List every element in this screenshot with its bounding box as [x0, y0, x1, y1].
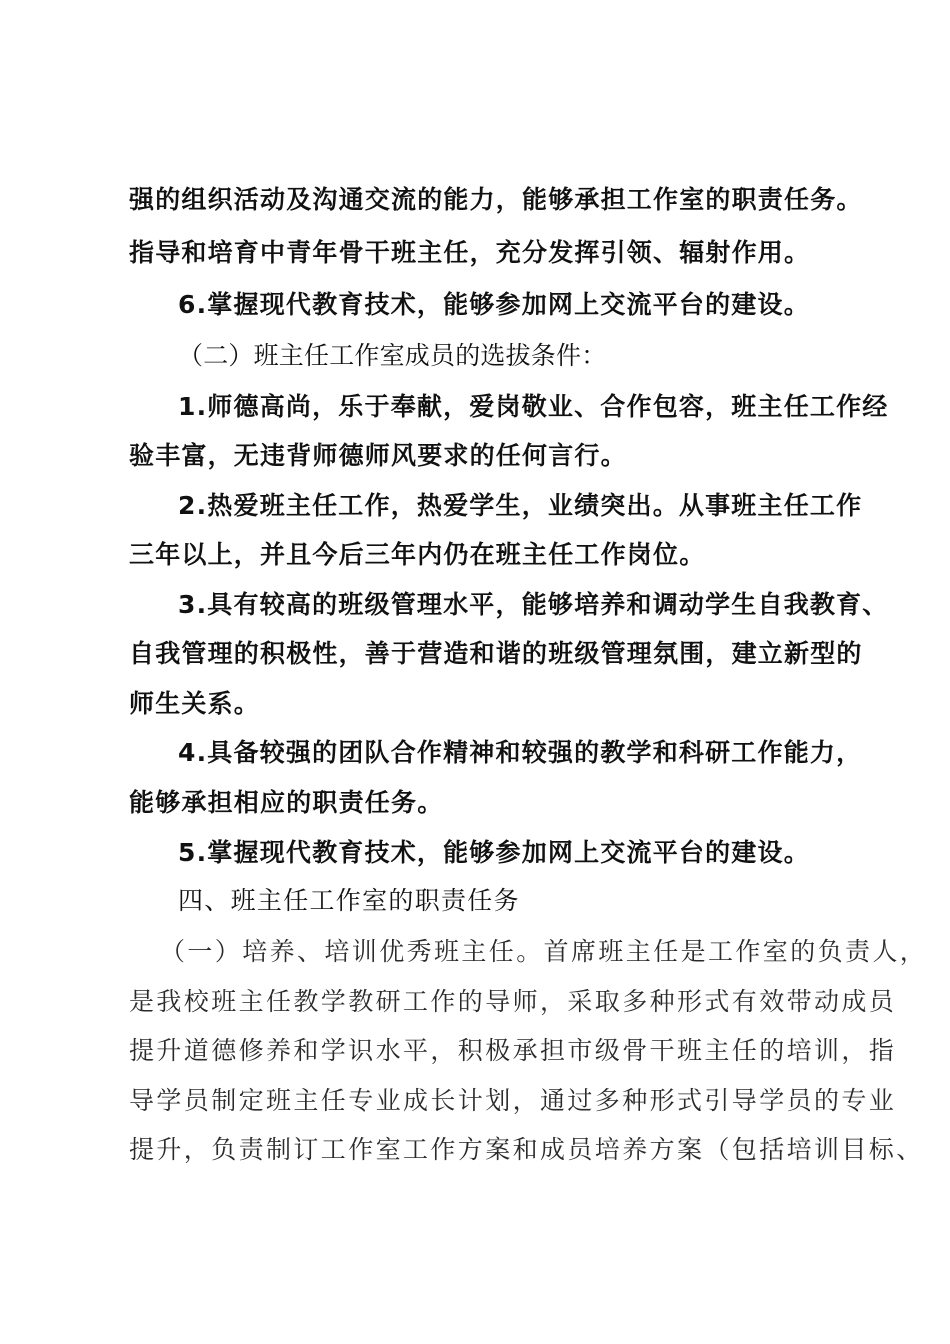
paragraph-line: 指导和培育中青年骨干班主任，充分发挥引领、辐射作用。 [129, 238, 811, 267]
paragraph-line: 导学员制定班主任专业成长计划，通过多种形式引导学员的专业 [129, 1086, 897, 1115]
paragraph-line: 提升道德修养和学识水平，积极承担市级骨干班主任的培训，指 [129, 1036, 897, 1065]
paragraph-line: 强的组织活动及沟通交流的能力，能够承担工作室的职责任务。 [129, 185, 863, 214]
list-item-continuation: 师生关系。 [129, 689, 261, 718]
list-item-line: 1.师德高尚，乐于奉献，爱岗敬业、合作包容，班主任工作经 [178, 392, 889, 421]
list-item-continuation: 验丰富，无违背师德师风要求的任何言行。 [129, 441, 627, 470]
list-item-continuation: 三年以上，并且今后三年内仍在班主任工作岗位。 [129, 540, 706, 569]
list-item-line: 5.掌握现代教育技术，能够参加网上交流平台的建设。 [178, 838, 810, 867]
list-item-line: 2.热爱班主任工作，热爱学生，业绩突出。从事班主任工作 [178, 491, 863, 520]
section-heading: （二）班主任工作室成员的选拔条件： [178, 341, 607, 370]
list-item-continuation: 能够承担相应的职责任务。 [129, 788, 444, 817]
list-item-line: 6.掌握现代教育技术，能够参加网上交流平台的建设。 [178, 290, 810, 319]
paragraph-line: 提升，负责制订工作室工作方案和成员培养方案（包括培训目标、 [129, 1135, 924, 1164]
list-item-line: 4.具备较强的团队合作精神和较强的教学和科研工作能力， [178, 738, 863, 767]
list-item-line: 3.具有较高的班级管理水平，能够培养和调动学生自我教育、 [178, 590, 889, 619]
paragraph-line: （一）培养、培训优秀班主任。首席班主任是工作室的负责人， [160, 937, 928, 966]
list-item-continuation: 自我管理的积极性，善于营造和谐的班级管理氛围，建立新型的 [129, 639, 863, 668]
paragraph-line: 是我校班主任教学教研工作的导师，采取多种形式有效带动成员 [129, 987, 897, 1016]
section-heading: 四、班主任工作室的职责任务 [178, 886, 520, 915]
